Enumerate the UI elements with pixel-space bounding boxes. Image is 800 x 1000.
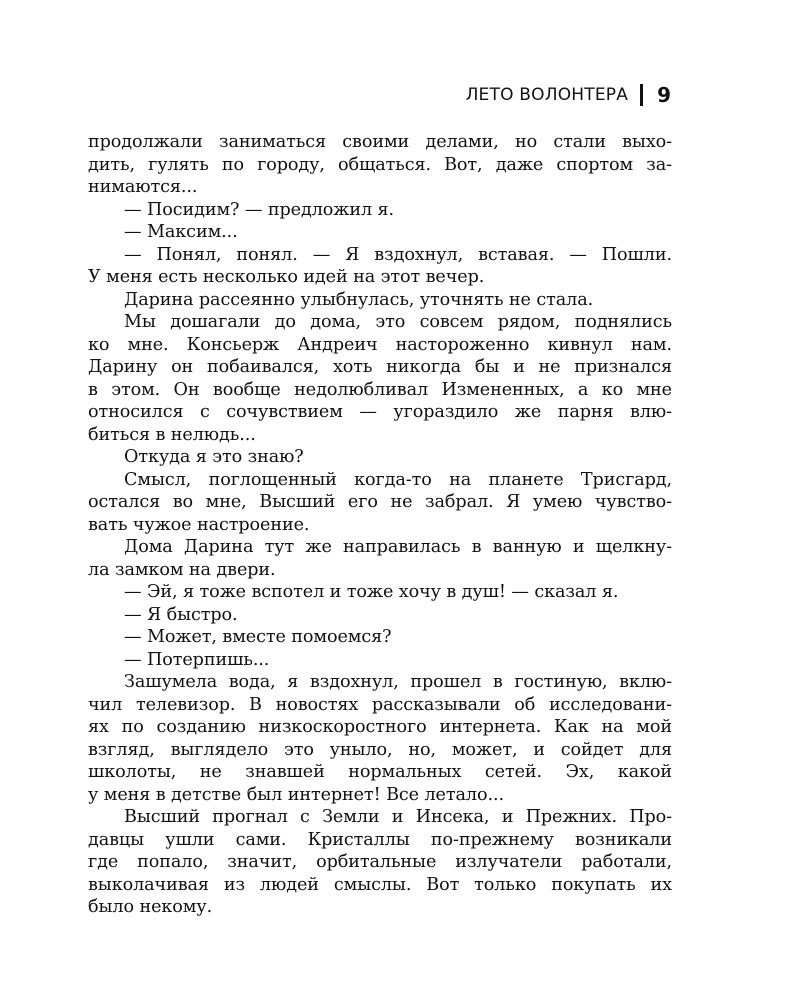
header-divider	[640, 84, 643, 106]
text-line: Смысл, поглощенный когда-то на планете Трисгард,	[124, 469, 672, 490]
text-line: Дарину он побаивался, хоть никогда бы и не признался	[88, 357, 672, 377]
text-line: — Посидим? — предложил я.	[124, 199, 395, 220]
text-line: относился с сочувствием — угораздило же парня влю-	[88, 402, 672, 422]
text-line: — Я быстро.	[124, 604, 238, 625]
text-line: ко мне. Консьерж Андреич настороженно кивнул нам.	[88, 334, 672, 355]
text-line: в этом. Он вообще недолюбливал Измененных, а ко мне	[88, 379, 672, 400]
text-line: взгляд, выглядело это уныло, но, может, и сойдет для	[88, 739, 672, 760]
text-line: Откуда я это знаю?	[124, 447, 304, 467]
text-line: — Потерпишь...	[124, 649, 270, 670]
text-line: Высший прогнал с Земли и Инсека, и Прежних. Про-	[124, 807, 672, 827]
text-line: остался во мне, Высший его не забрал. Я умею чувство-	[88, 492, 672, 512]
text-line: вать чужое настроение.	[88, 514, 310, 535]
text-line: ла замком на двери.	[88, 559, 276, 580]
text-line: — Понял, понял. — Я вздохнул, вставая. — Пошли.	[124, 244, 672, 265]
text-line: было некому.	[88, 897, 213, 917]
text-line: — Максим...	[124, 222, 238, 242]
text-line: Дарина рассеянно улыбнулась, уточнять не стала.	[124, 289, 594, 310]
text-line: чил телевизор. В новостях рассказывали об исследовани-	[88, 694, 672, 715]
running-header	[466, 82, 671, 108]
text-line: ях по созданию низкоскоростного интернета. Как на мой	[88, 717, 672, 737]
page-number: 9	[657, 83, 671, 107]
text-line: Мы дошагали до дома, это совсем рядом, поднялись	[124, 312, 672, 332]
text-line: давцы ушли сами. Кристаллы по-прежнему возникали	[88, 829, 672, 850]
text-line: у меня в детстве был интернет! Все летало...	[88, 784, 504, 805]
header-title: ЛЕТО ВОЛОНТЕРА	[465, 85, 629, 105]
text-line: школоты, не знавшей нормальных сетей. Эх, какой	[88, 762, 672, 782]
text-line: Зашумела вода, я вздохнул, прошел в гостиную, вклю-	[124, 672, 672, 692]
text-line: — Может, вместе помоемся?	[124, 627, 392, 647]
text-line: продолжали заниматься своими делами, но стали выхо-	[88, 132, 672, 152]
text-line: — Эй, я тоже вспотел и тоже хочу в душ! — сказал я.	[124, 582, 619, 602]
text-line: дить, гулять по городу, общаться. Вот, даже спортом за-	[88, 154, 672, 175]
text-line: нимаются...	[88, 177, 198, 197]
text-line: У меня есть несколько идей на этот вечер.	[88, 267, 485, 287]
text-line: выколачивая из людей смыслы. Вот только покупать их	[88, 874, 672, 895]
body-text	[88, 131, 672, 919]
text-line: Дома Дарина тут же направилась в ванную и щелкну-	[124, 537, 672, 557]
text-line: где попало, значит, орбитальные излучатели работали,	[88, 852, 672, 872]
text-line: биться в нелюдь...	[88, 424, 256, 445]
